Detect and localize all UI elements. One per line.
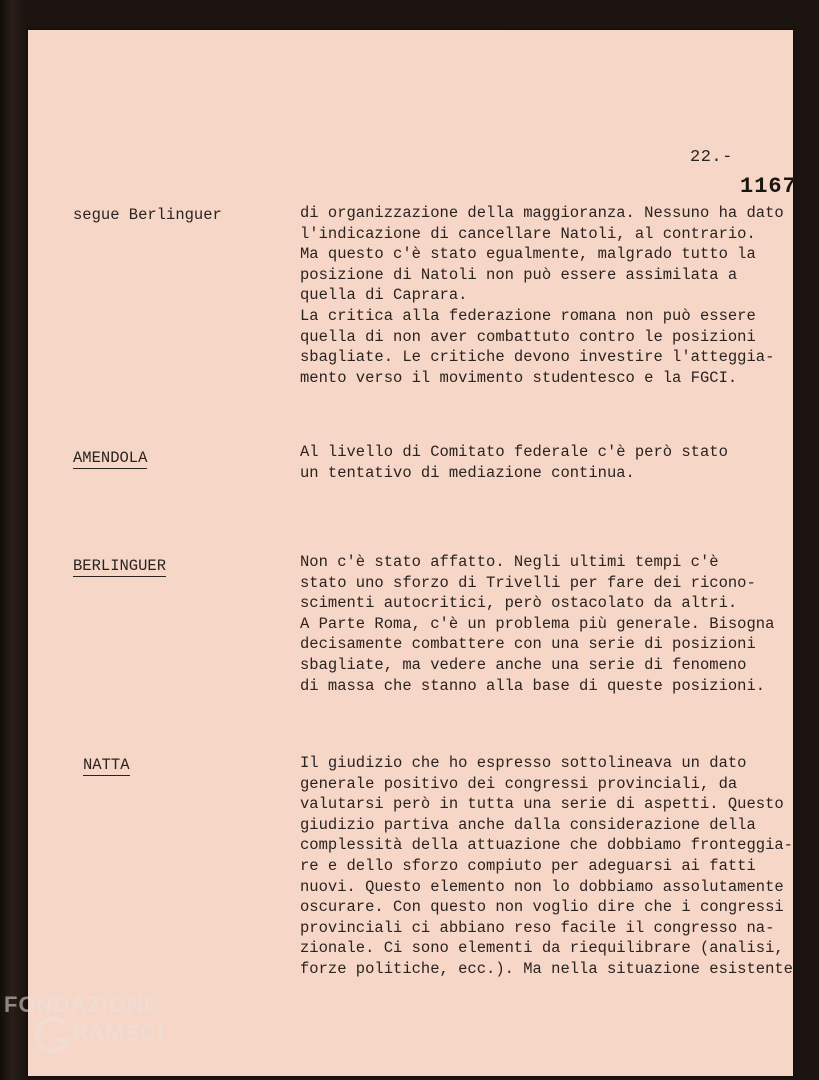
speaker-label-segue-berlinguer: segue Berlinguer [73,206,222,224]
archive-stamp-number: 1167 [740,174,797,199]
text-line: Ma questo c'è stato egualmente, malgrado tutto la [300,245,756,264]
text-line: posizione di Natoli non può essere assimilata a [300,265,738,284]
text-line: generale positivo dei congressi provinciali, da [300,774,738,793]
watermark-line-1: FONDAZIONE [4,992,160,1017]
text-line: giudizio partiva anche dalla considerazione della [300,815,756,834]
text-line: provinciali ci abbiano reso facile il congresso na- [300,918,775,937]
fondazione-gramsci-watermark [2,992,202,1072]
speaker-label-natta: NATTA [83,756,130,774]
document-page [28,30,797,1076]
text-line: stato uno sforzo di Trivelli per fare dei ricono- [300,573,756,592]
speech-paragraph-2 [300,442,815,483]
text-line: l'indicazione di cancellare Natoli, al contrario. [300,224,756,243]
speaker-label-amendola: AMENDOLA [73,449,148,467]
watermark-line-2: RAMSCI [72,1020,165,1045]
text-line: decisamente combattere con una serie di posizioni [300,635,756,654]
text-line: quella di Caprara. [300,286,468,305]
text-line: Il giudizio che ho espresso sottolineava un dato [300,754,747,772]
speech-paragraph-3 [300,552,815,696]
text-line: A Parte Roma, c'è un problema più generale. Bisogna [300,614,775,633]
text-line: sbagliate. Le critiche devono investire l'atteggia- [300,348,775,367]
text-line: di organizzazione della maggioranza. Nessuno ha dato [300,204,784,222]
speech-paragraph-1 [300,203,815,388]
text-line: nuovi. Questo elemento non lo dobbiamo assolutamente [300,877,784,896]
text-line: quella di non aver combattuto contro le posizioni [300,327,756,346]
text-line: Non c'è stato affatto. Negli ultimi tempi c'è [300,553,719,571]
text-line: scimenti autocritici, però ostacolato da altri. [300,594,738,613]
watermark-line-3: onlus [178,1050,200,1060]
speaker-label-berlinguer: BERLINGUER [73,557,167,575]
text-line: mento verso il movimento studentesco e la FGCI. [300,368,738,387]
gramsci-g-logo-icon [32,1016,72,1056]
text-line: Al livello di Comitato federale c'è però stato [300,443,728,461]
text-line: forze politiche, ecc.). Ma nella situazione esistente [300,959,793,978]
text-line: La critica alla federazione romana non può essere [300,306,756,325]
text-line: sbagliate, ma vedere anche una serie di fenomeno [300,655,747,674]
speech-paragraph-4 [300,753,815,980]
text-line: di massa che stanno alla base di queste posizioni. [300,676,766,695]
text-line: re e dello sforzo compiuto per adeguarsi ai fatti [300,856,756,875]
text-line: un tentativo di mediazione continua. [300,463,635,482]
text-line: complessità della attuazione che dobbiamo fronteggia- [300,836,793,855]
page-number: 22.- [690,148,733,167]
text-line: oscurare. Con questo non voglio dire che i congressi [300,898,784,917]
text-line: zionale. Ci sono elementi da riequilibrare (analisi, [300,939,784,958]
text-line: valutarsi però in tutta una serie di aspetti. Questo [300,795,784,814]
